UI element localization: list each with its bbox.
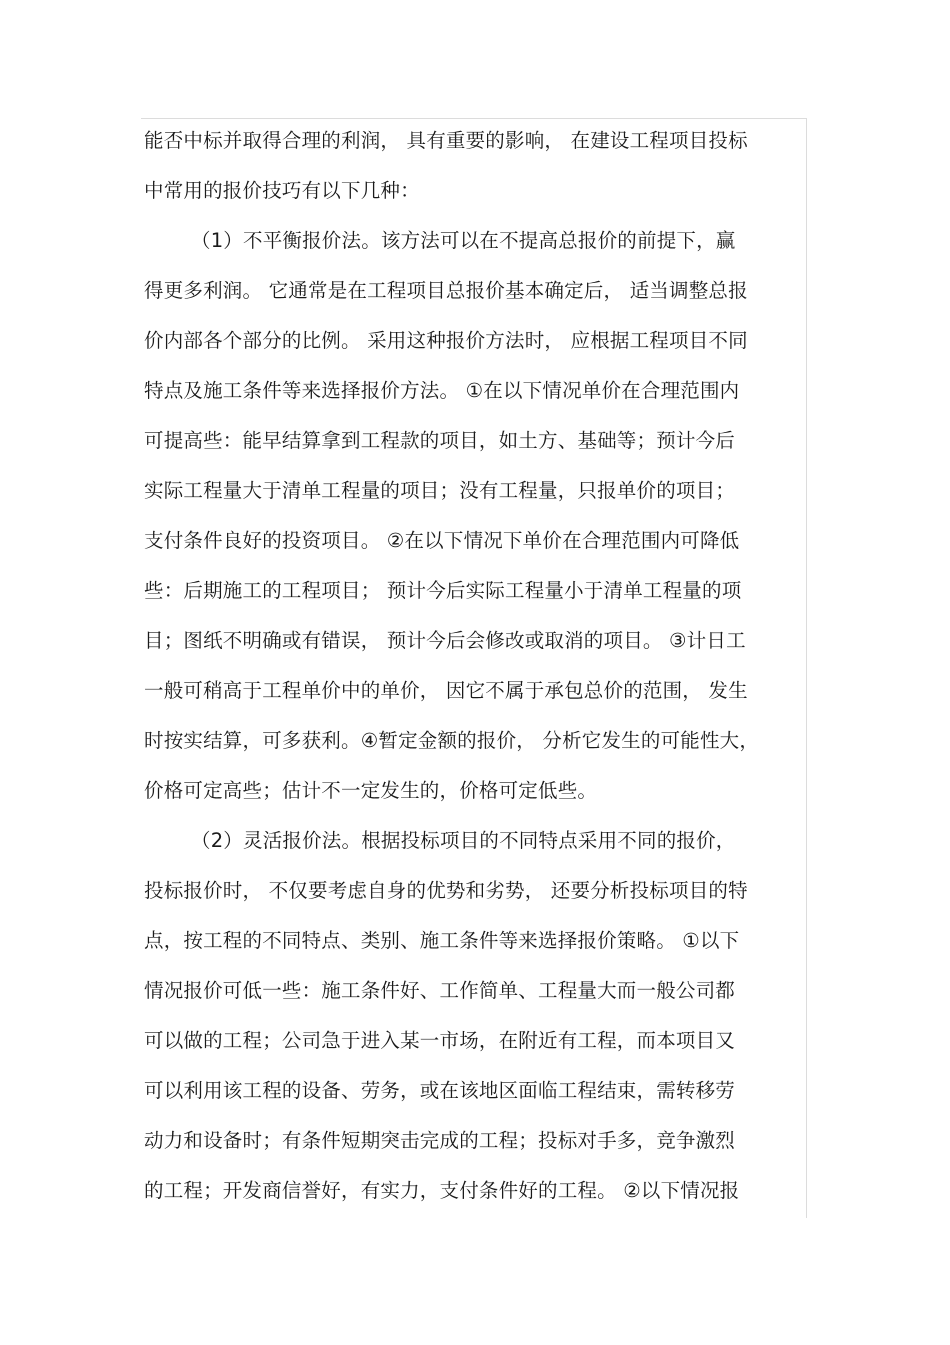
text-line: 时按实结算，可多获利。④暂定金额的报价， 分析它发生的可能性大， xyxy=(144,729,760,752)
text-line: 能否中标并取得合理的利润， 具有重要的影响， 在建设工程项目投标 xyxy=(144,129,748,152)
text-line: 点，按工程的不同特点、类别、施工条件等来选择报价策略。 ①以下 xyxy=(144,929,740,952)
text-line: 价格可定高些；估计不一定发生的，价格可定低些。 xyxy=(144,779,598,802)
text-line: 实际工程量大于清单工程量的项目；没有工程量，只报单价的项目； xyxy=(144,479,736,502)
text-line: 支付条件良好的投资项目。 ②在以下情况下单价在合理范围内可降低 xyxy=(144,529,740,552)
text-line: 投标报价时， 不仅要考虑自身的优势和劣势， 还要分析投标项目的特 xyxy=(144,879,748,902)
text-line: 中常用的报价技巧有以下几种： xyxy=(144,179,420,202)
document-body xyxy=(144,116,808,1216)
text-line: 目；图纸不明确或有错误， 预计今后会修改或取消的项目。 ③计日工 xyxy=(144,629,746,652)
text-line: 的工程；开发商信誉好，有实力，支付条件好的工程。 ②以下情况报 xyxy=(144,1179,740,1202)
text-line: 动力和设备时；有条件短期突击完成的工程；投标对手多，竞争激烈 xyxy=(144,1129,736,1152)
text-line: 得更多利润。 它通常是在工程项目总报价基本确定后， 适当调整总报 xyxy=(144,279,748,302)
text-line: 一般可稍高于工程单价中的单价， 因它不属于承包总价的范围， 发生 xyxy=(144,679,748,702)
text-line: 特点及施工条件等来选择报价方法。 ①在以下情况单价在合理范围内 xyxy=(144,379,740,402)
text-line: 可以做的工程；公司急于进入某一市场，在附近有工程，而本项目又 xyxy=(144,1029,736,1052)
text-line: （2）灵活报价法。根据投标项目的不同特点采用不同的报价， xyxy=(191,829,736,852)
text-line: 情况报价可低一些：施工条件好、工作简单、工程量大而一般公司都 xyxy=(144,979,736,1002)
text-line: 些：后期施工的工程项目； 预计今后实际工程量小于清单工程量的项 xyxy=(144,579,742,602)
text-line: 价内部各个部分的比例。 采用这种报价方法时， 应根据工程项目不同 xyxy=(144,329,748,352)
text-line: 可提高些：能早结算拿到工程款的项目，如土方、基础等；预计今后 xyxy=(144,429,736,452)
text-line: 可以利用该工程的设备、劳务，或在该地区面临工程结束，需转移劳 xyxy=(144,1079,736,1102)
text-line: （1）不平衡报价法。该方法可以在不提高总报价的前提下，赢 xyxy=(191,229,736,252)
